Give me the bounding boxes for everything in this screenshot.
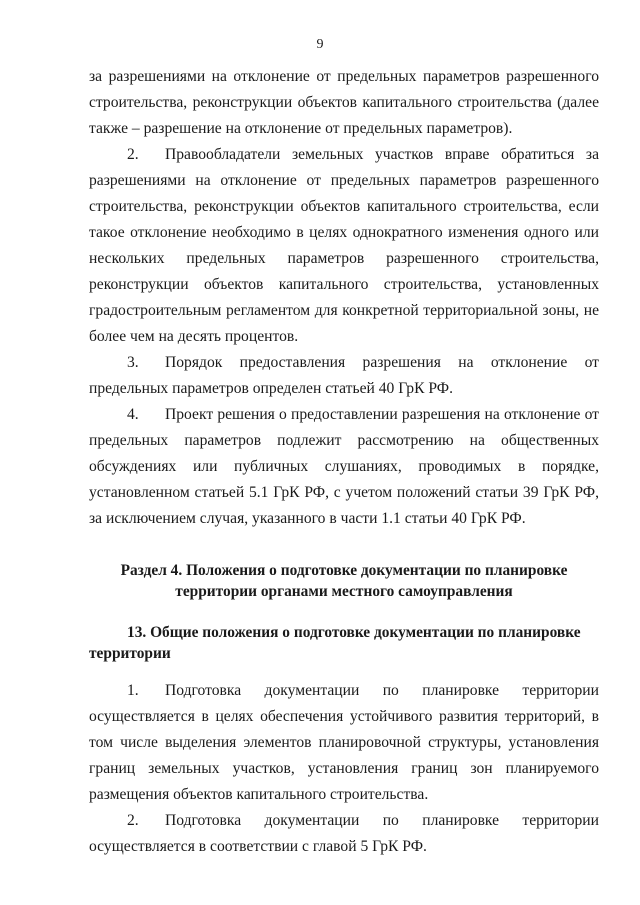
paragraph-text: Подготовка документации по планировке территории осуществляется в целях обеспечения устойчивого развития территорий, в том числе выделения элементов планировочной структуры, установления границ земельных участков, установления границ зон планируемого размещения объектов капитального строительства.	[89, 682, 599, 803]
paragraph-text: Правообладатели земельных участков вправе обратиться за разрешениями на отклонение от предельных параметров разрешенного строительства, реконструкции объектов капитального строительства, если такое отклонение необходимо в целях однократного изменения одного или нескольких предельных параметров разрешенного строительства, реконструкции объектов капитального строительства, установленных градостроительным регламентом для конкретной территориальной зоны, не более чем на десять процентов.	[89, 146, 599, 345]
paragraph-number: 2.	[127, 812, 139, 829]
paragraph-number: 2.	[127, 146, 139, 163]
section-heading-line: территории органами местного самоуправления	[175, 583, 513, 600]
section-heading	[89, 560, 599, 602]
paragraph-number: 1.	[127, 682, 139, 699]
page-number: 9	[316, 37, 324, 52]
paragraph-text: Порядок предоставления разрешения на отклонение от предельных параметров определен статьей 40 ГрК РФ.	[89, 354, 599, 397]
paragraph-text: Проект решения о предоставлении разрешения на отклонение от предельных параметров подлежит рассмотрению на общественных обсуждениях или публичных слушаниях, проводимых в порядке, установленном статьей 5.1 ГрК РФ, с учетом положений статьи 39 ГрК РФ, за исключением случая, указанного в части 1.1 статьи 40 ГрК РФ.	[89, 406, 599, 527]
paragraph-number: 3.	[127, 354, 139, 371]
paragraph-intro: за разрешениями на отклонение от предельных параметров разрешенного строительства, реконструкции объектов капитального строительства (далее также – разрешение на отклонение от предельных параметров).	[89, 68, 599, 137]
subsection-heading: 13. Общие положения о подготовке документации по планировке территории	[89, 624, 581, 662]
section-heading-line: Раздел 4. Положения о подготовке документации по планировке	[120, 562, 568, 579]
paragraph-text: Подготовка документации по планировке территории осуществляется в соответствии с главой 5 ГрК РФ.	[89, 812, 599, 855]
subsection-paragraph-1	[89, 678, 599, 808]
paragraph-3	[89, 350, 599, 402]
document-body	[89, 64, 599, 860]
paragraph-number: 4.	[127, 406, 139, 423]
paragraph-2	[89, 142, 599, 350]
paragraph-4	[89, 402, 599, 532]
subsection-paragraph-2	[89, 808, 599, 860]
